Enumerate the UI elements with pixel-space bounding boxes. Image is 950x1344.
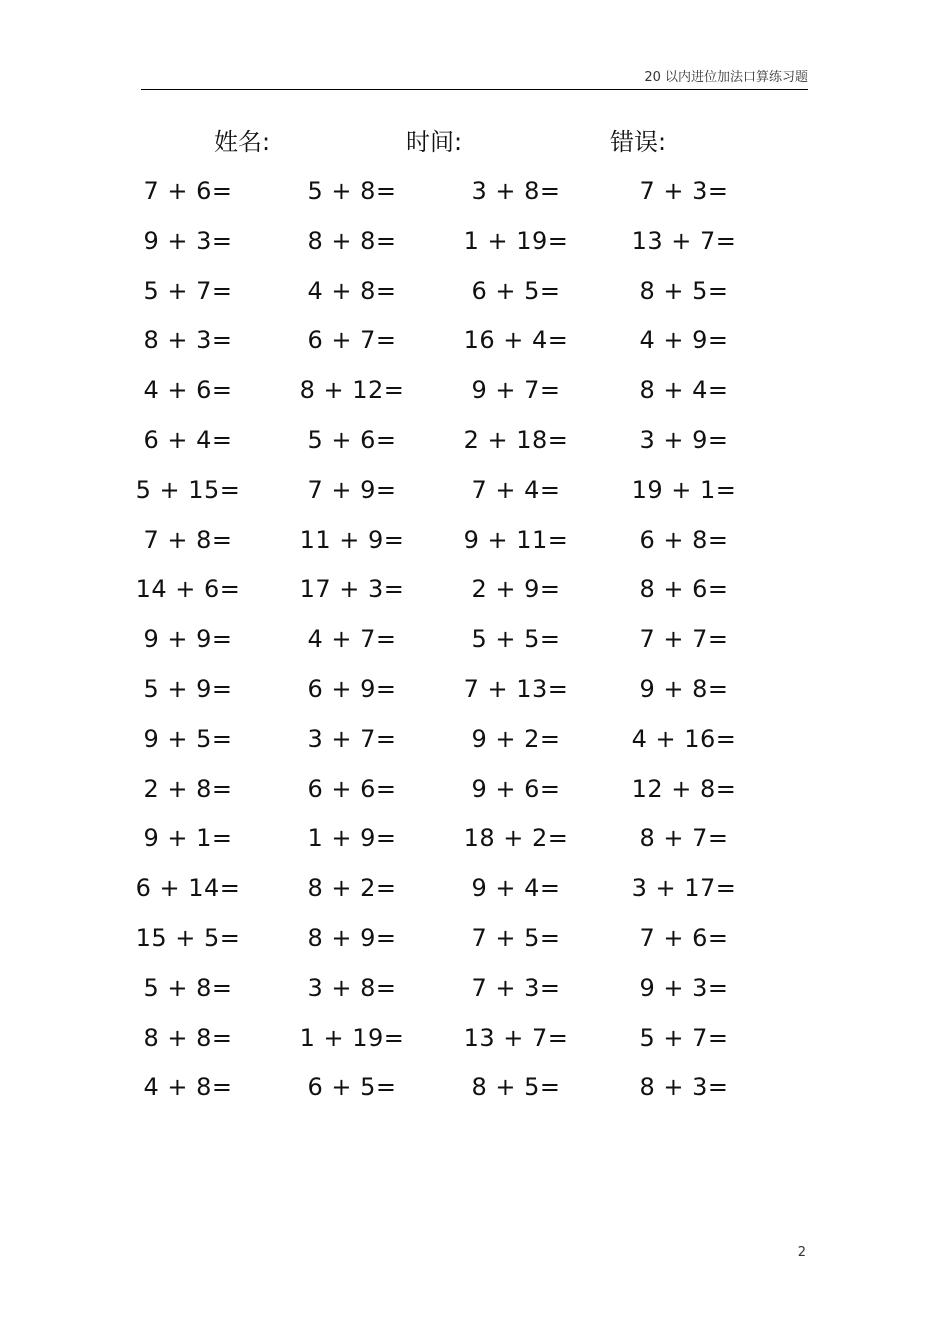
problem-item: 6 + 8= (639, 525, 729, 554)
problem-item: 8 + 6= (639, 575, 729, 604)
problem-item: 5 + 7= (639, 1023, 729, 1052)
problem-item: 6 + 7= (307, 326, 397, 355)
problem-item: 11 + 9= (299, 525, 405, 554)
problem-item: 9 + 7= (471, 376, 561, 405)
problem-item: 8 + 3= (639, 1073, 729, 1102)
problem-item: 8 + 3= (143, 326, 233, 355)
problem-item: 8 + 2= (307, 874, 397, 903)
problem-item: 5 + 5= (471, 625, 561, 654)
problem-item: 7 + 3= (471, 973, 561, 1002)
name-label: 姓名: (214, 128, 271, 156)
problem-item: 4 + 8= (307, 276, 397, 305)
problem-item: 6 + 4= (143, 426, 233, 454)
page-number: 2 (797, 1245, 806, 1260)
problem-item: 15 + 5= (135, 924, 241, 952)
problem-item: 9 + 9= (143, 625, 233, 654)
problem-item: 8 + 12= (299, 376, 405, 405)
problem-item: 18 + 2= (463, 824, 569, 853)
problem-item: 5 + 8= (143, 973, 233, 1002)
problem-item: 9 + 8= (639, 675, 729, 703)
problem-item: 5 + 9= (143, 675, 233, 703)
problem-item: 3 + 8= (471, 177, 561, 205)
problem-item: 6 + 6= (307, 774, 397, 803)
problem-item: 3 + 8= (307, 973, 397, 1002)
problem-item: 7 + 9= (307, 475, 397, 504)
problem-item: 8 + 8= (307, 226, 397, 255)
time-label: 时间: (406, 128, 463, 156)
problem-item: 3 + 9= (639, 426, 729, 454)
header-title: 20 以内进位加法口算练习题 (644, 70, 808, 85)
problem-item: 1 + 9= (307, 824, 397, 853)
problem-item: 9 + 11= (463, 525, 569, 554)
problem-item: 4 + 9= (639, 326, 729, 355)
problem-item: 19 + 1= (631, 475, 737, 504)
problem-item: 8 + 7= (639, 824, 729, 853)
problem-item: 4 + 7= (307, 625, 397, 654)
problem-item: 9 + 1= (143, 824, 233, 853)
problem-item: 13 + 7= (631, 226, 737, 255)
problem-item: 2 + 8= (143, 774, 233, 803)
problem-item: 2 + 9= (471, 575, 561, 604)
problem-item: 5 + 7= (143, 276, 233, 305)
problem-item: 3 + 17= (631, 874, 737, 903)
problem-item: 4 + 16= (631, 724, 737, 753)
problem-item: 7 + 6= (639, 924, 729, 952)
problem-item: 7 + 5= (471, 924, 561, 952)
problem-item: 2 + 18= (463, 426, 569, 454)
problem-item: 7 + 6= (143, 177, 233, 205)
problem-item: 1 + 19= (463, 226, 569, 255)
problem-item: 7 + 8= (143, 525, 233, 554)
problem-item: 6 + 14= (135, 874, 241, 903)
problem-item: 8 + 9= (307, 924, 397, 952)
problem-item: 7 + 4= (471, 475, 561, 504)
problem-item: 9 + 3= (639, 973, 729, 1002)
problem-item: 7 + 3= (639, 177, 729, 205)
problem-item: 6 + 5= (307, 1073, 397, 1102)
problem-item: 9 + 4= (471, 874, 561, 903)
problem-item: 8 + 5= (471, 1073, 561, 1102)
problem-item: 9 + 5= (143, 724, 233, 753)
problem-item: 9 + 3= (143, 226, 233, 255)
problem-item: 1 + 19= (299, 1023, 405, 1052)
problem-item: 6 + 9= (307, 675, 397, 703)
problem-item: 8 + 4= (639, 376, 729, 405)
problem-item: 7 + 7= (639, 625, 729, 654)
problem-item: 3 + 7= (307, 724, 397, 753)
problem-item: 4 + 6= (143, 376, 233, 405)
problem-item: 14 + 6= (135, 575, 241, 604)
problem-item: 17 + 3= (299, 575, 405, 604)
problem-item: 6 + 5= (471, 276, 561, 305)
problem-item: 7 + 13= (463, 675, 569, 703)
problem-item: 4 + 8= (143, 1073, 233, 1102)
problem-item: 5 + 15= (135, 475, 241, 504)
problem-item: 12 + 8= (631, 774, 737, 803)
errors-label: 错误: (610, 128, 667, 156)
problem-item: 13 + 7= (463, 1023, 569, 1052)
problem-item: 5 + 6= (307, 426, 397, 454)
problem-item: 16 + 4= (463, 326, 569, 355)
problem-item: 8 + 8= (143, 1023, 233, 1052)
problem-item: 9 + 6= (471, 774, 561, 803)
problem-item: 5 + 8= (307, 177, 397, 205)
problem-item: 9 + 2= (471, 724, 561, 753)
problem-item: 8 + 5= (639, 276, 729, 305)
